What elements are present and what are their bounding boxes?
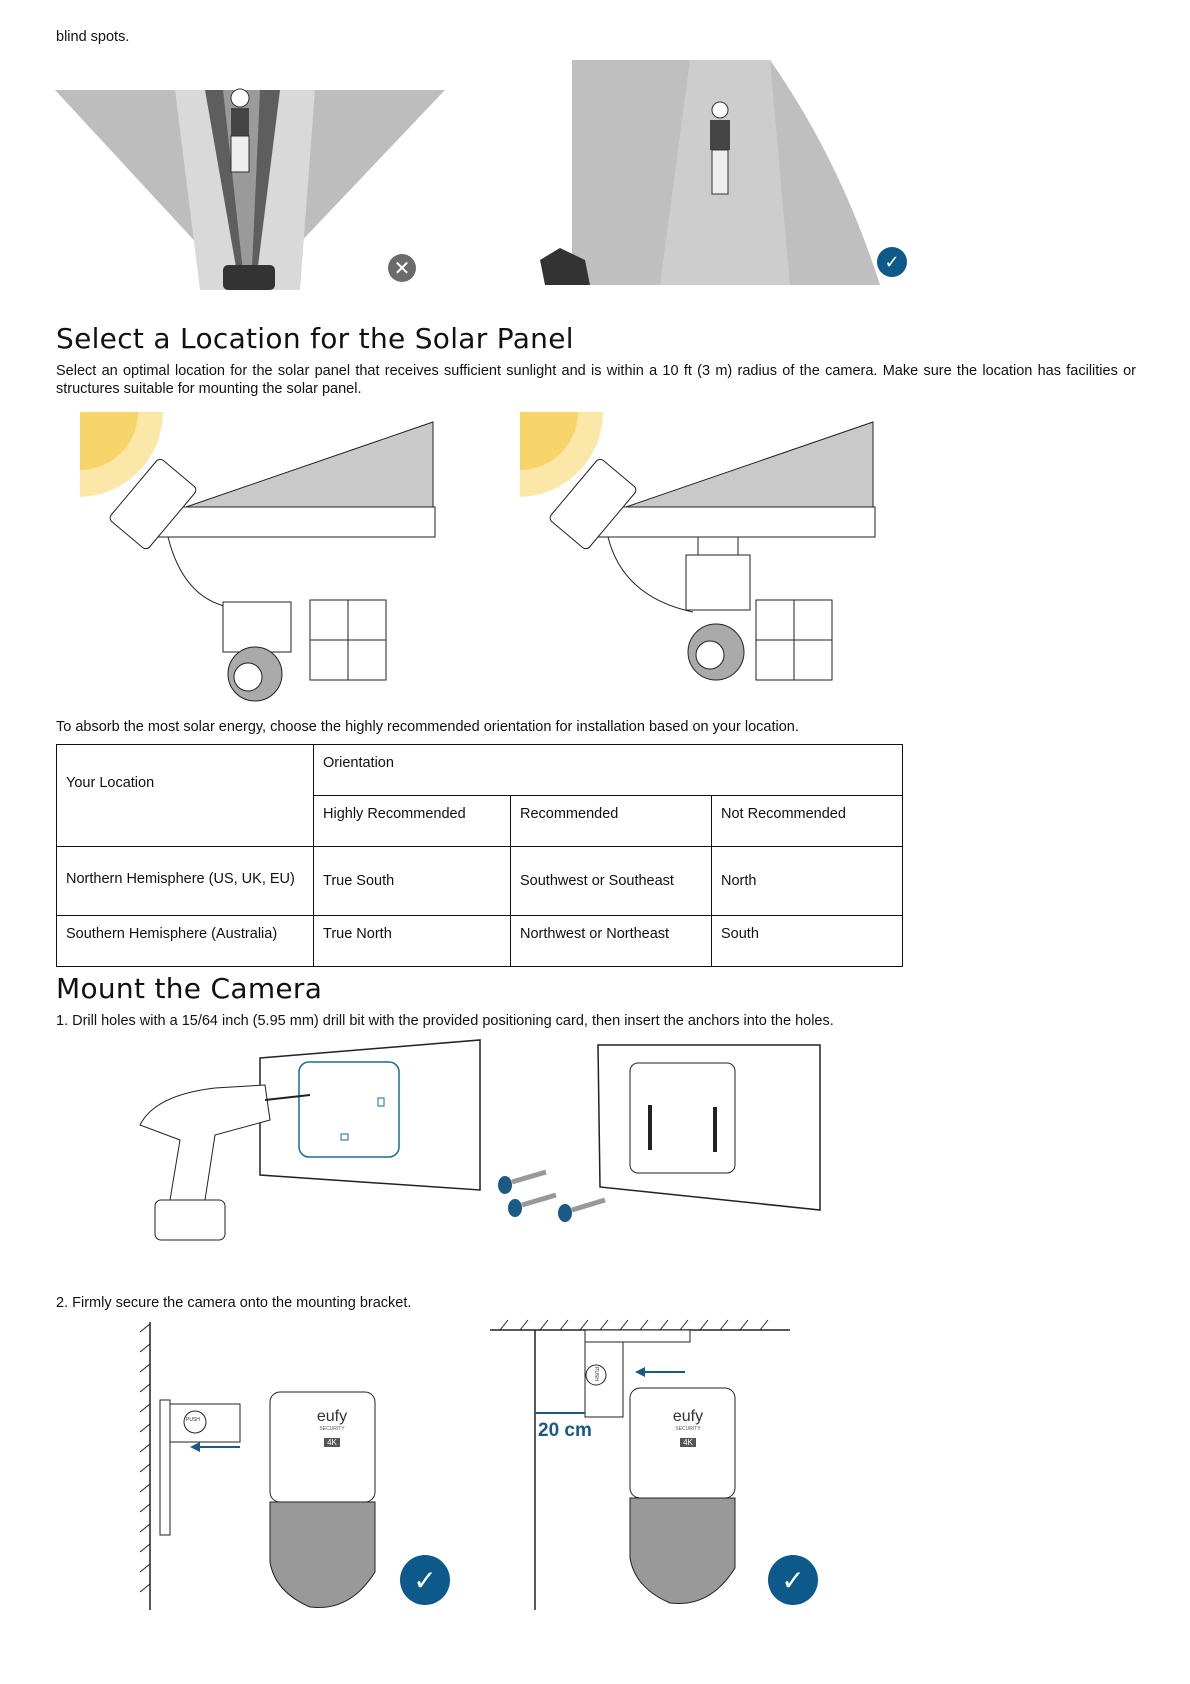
header-not-recommended: Not Recommended (712, 796, 903, 847)
cell-value: North (712, 847, 903, 916)
wrong-icon: ✕ (388, 254, 416, 282)
brand-badge: 4K (324, 1438, 340, 1447)
orientation-intro: To absorb the most solar energy, choose the highly recommended orientation for installation based on your location. (56, 719, 799, 735)
orientation-table (56, 744, 903, 967)
anchor-figure (490, 1045, 830, 1225)
cell-value: Northwest or Northeast (511, 916, 712, 967)
solar-figure-right (518, 412, 878, 697)
solar-figure-left (78, 412, 438, 697)
cell-value: True South (314, 847, 511, 916)
brand-sub: SECURITY (675, 1426, 701, 1432)
bracket-figure-right (490, 1318, 790, 1612)
section-title-mount: Mount the Camera (56, 972, 323, 1005)
table-row (57, 916, 903, 967)
header-highly-recommended: Highly Recommended (314, 796, 511, 847)
push-label-left: PUSH (186, 1417, 200, 1423)
blind-spot-figure-right (540, 60, 880, 290)
brand-logo: eufy (672, 1408, 704, 1425)
cell-location: Southern Hemisphere (Australia) (57, 916, 314, 967)
right-icon: ✓ (877, 247, 907, 277)
solar-description: Select an optimal location for the solar panel that receives sufficient sunlight and is within a 10 ft (3 m) radius of the camera. Make sure the location has facilities or structures suitable for mounting the solar panel. (56, 363, 1136, 397)
brand-mark-right (660, 1408, 716, 1450)
header-recommended: Recommended (511, 796, 712, 847)
mount-step1: 1. Drill holes with a 15/64 inch (5.95 mm) drill bit with the provided positioning card, then insert the anchors into the holes. (56, 1013, 834, 1029)
drill-figure (135, 1040, 495, 1260)
intro-text: blind spots. (56, 29, 130, 45)
mount-step2: 2. Firmly secure the camera onto the mounting bracket. (56, 1295, 412, 1311)
cell-value: South (712, 916, 903, 967)
section-title-solar: Select a Location for the Solar Panel (56, 322, 574, 355)
right-icon: ✓ (400, 1555, 450, 1605)
header-orientation: Orientation (314, 745, 903, 796)
bracket-figure-left (140, 1322, 440, 1612)
blind-spot-figure-wrong (55, 60, 445, 290)
brand-sub: SECURITY (319, 1426, 345, 1432)
right-icon: ✓ (768, 1555, 818, 1605)
push-label-right: PUSH (592, 1367, 599, 1381)
brand-badge: 4K (680, 1438, 696, 1447)
brand-mark-left (304, 1408, 360, 1450)
header-your-location: Your Location (57, 745, 314, 847)
table-row (57, 847, 903, 916)
distance-label: 20 cm (538, 1420, 592, 1441)
cell-value: True North (314, 916, 511, 967)
cell-value: Southwest or Southeast (511, 847, 712, 916)
brand-logo: eufy (316, 1408, 348, 1425)
cell-location: Northern Hemisphere (US, UK, EU) (57, 847, 314, 916)
